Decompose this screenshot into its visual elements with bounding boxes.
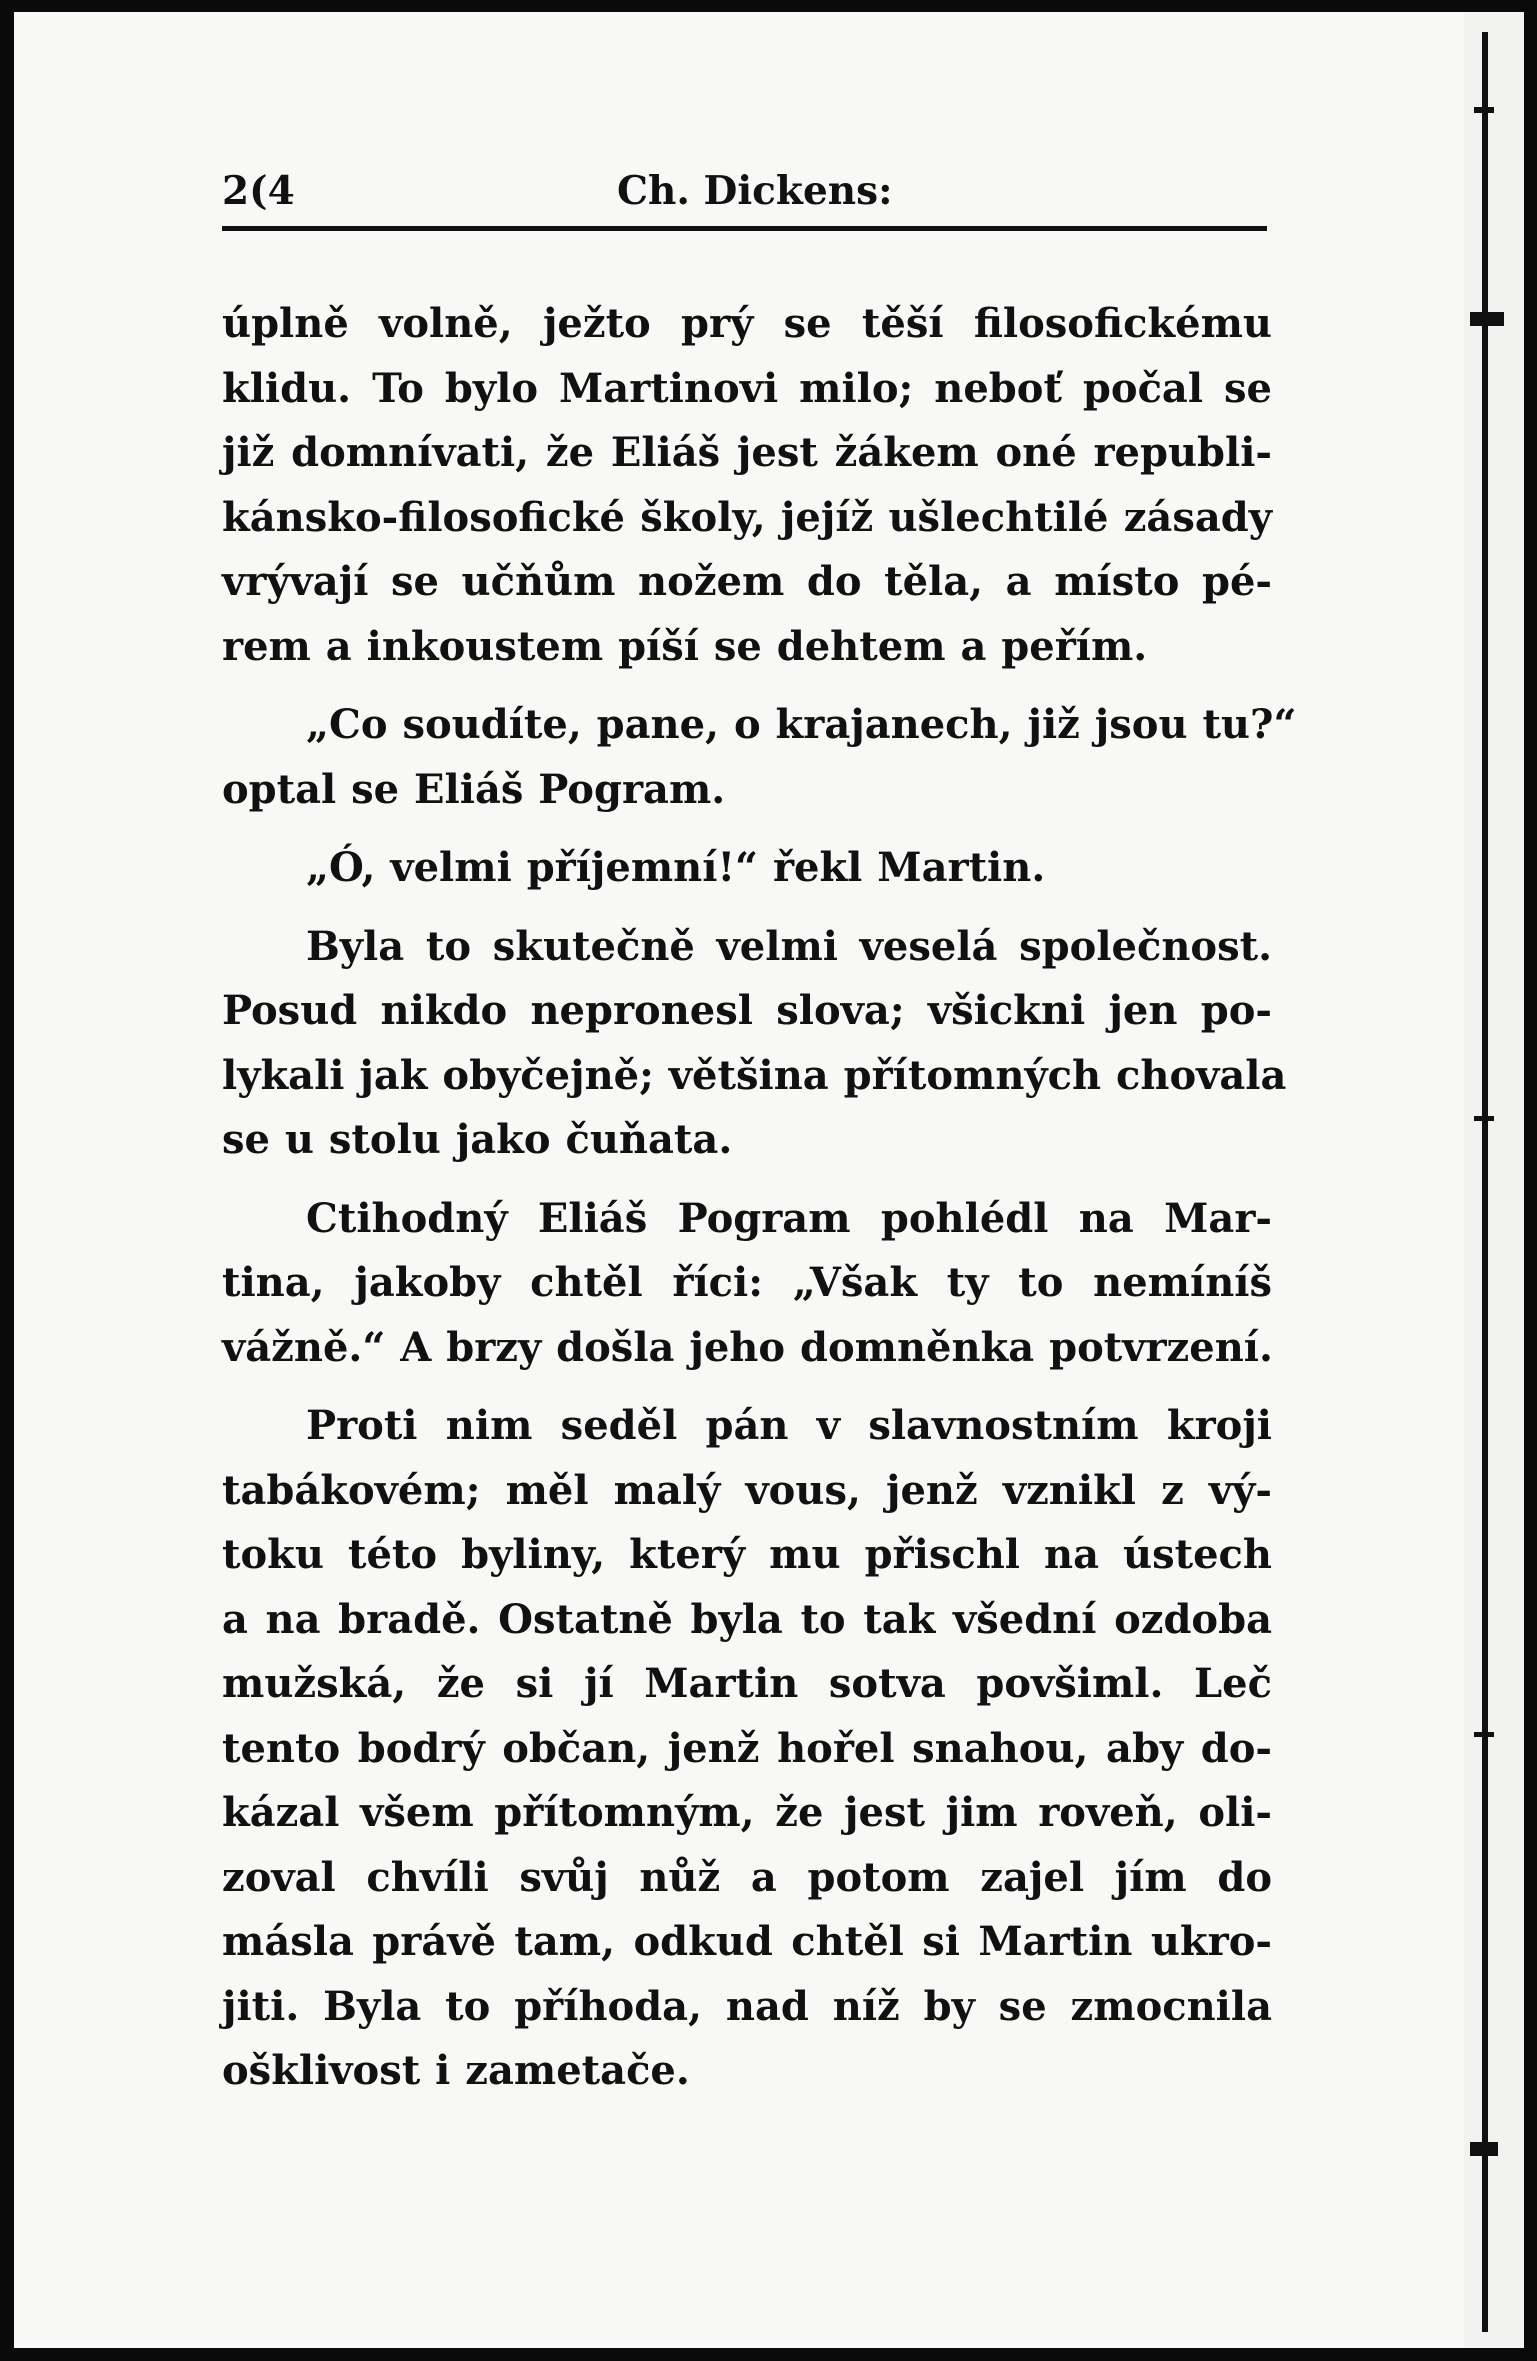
text-line: Ctihodný Eliáš Pogram pohlédl na Mar- bbox=[306, 1194, 1272, 1242]
text-line: zoval chvíli svůj nůž a potom zajel jím do bbox=[222, 1853, 1272, 1901]
text-line: Proti nim seděl pán v slavnostním kroji bbox=[306, 1402, 1272, 1449]
page-number: 2(4 bbox=[222, 168, 295, 214]
text-line: Byla to skutečně velmi veselá společnost. bbox=[306, 922, 1272, 970]
paragraph bbox=[222, 915, 1287, 1173]
text-line: tina, jakoby chtěl říci: „Však ty to nemíníš bbox=[222, 1259, 1272, 1306]
paragraph bbox=[222, 836, 1272, 901]
edge-mark bbox=[1474, 1732, 1494, 1737]
text-line: již domnívati, že Eliáš jest žákem oné republi- bbox=[222, 429, 1272, 476]
text-line: vrývají se učňům nožem do těla, a místo pé- bbox=[222, 558, 1272, 605]
text-line: másla právě tam, odkud chtěl si Martin ukro- bbox=[222, 1918, 1272, 1965]
text-line: klidu. To bylo Martinovi milo; neboť počal se bbox=[222, 364, 1272, 412]
header-rule bbox=[222, 226, 1267, 231]
running-head bbox=[222, 168, 1267, 228]
text-line: Posud nikdo nepronesl slova; všickni jen po- bbox=[222, 987, 1272, 1034]
text-line: kázal všem přítomným, že jest jim roveň, oli- bbox=[222, 1789, 1272, 1836]
page-edge-line bbox=[1482, 32, 1488, 2332]
body-text bbox=[222, 292, 1297, 2104]
edge-mark bbox=[1474, 1116, 1494, 1121]
text-line: ošklivost i zametače. bbox=[222, 2047, 690, 2094]
text-line: mužská, že si jí Martin sotva povšiml. Leč bbox=[222, 1660, 1272, 1707]
text-line: úplně volně, ježto prý se těší filosofickému bbox=[222, 300, 1272, 347]
text-line: jiti. Byla to příhoda, nad níž by se zmocnila bbox=[222, 1982, 1272, 2030]
text-line: „Co soudíte, pane, o krajanech, již jsou tu?“ bbox=[306, 701, 1297, 748]
text-line: se u stolu jako čuňata. bbox=[222, 1116, 733, 1163]
text-line: optal se Eliáš Pogram. bbox=[222, 765, 726, 813]
text-line: tabákovém; měl malý vous, jenž vznikl z vý- bbox=[222, 1466, 1272, 1514]
text-line: vážně.“ A brzy došla jeho domněnka potvrzení. bbox=[222, 1323, 1273, 1371]
text-line: lykali jak obyčejně; většina přítomných chovala bbox=[222, 1051, 1287, 1099]
text-line: toku této byliny, který mu přischl na ústech bbox=[222, 1531, 1272, 1578]
paragraph bbox=[222, 1394, 1272, 2104]
edge-mark bbox=[1470, 2142, 1498, 2156]
edge-mark bbox=[1470, 312, 1504, 326]
text-line: kánsko-filosofické školy, jejíž ušlechtilé zásady bbox=[222, 493, 1272, 541]
edge-mark bbox=[1474, 107, 1494, 113]
paragraph bbox=[222, 693, 1297, 822]
paragraph bbox=[222, 292, 1272, 679]
adjacent-page-edge bbox=[1464, 12, 1524, 2348]
paragraph bbox=[222, 1187, 1272, 1381]
text-line: a na bradě. Ostatně byla to tak všední ozdoba bbox=[222, 1595, 1272, 1643]
text-line: tento bodrý občan, jenž hořel snahou, aby do- bbox=[222, 1724, 1272, 1772]
running-title: Ch. Dickens: bbox=[617, 168, 893, 214]
text-line: „Ó, velmi příjemní!“ řekl Martin. bbox=[306, 844, 1046, 891]
text-line: rem a inkoustem píší se dehtem a peřím. bbox=[222, 622, 1148, 670]
